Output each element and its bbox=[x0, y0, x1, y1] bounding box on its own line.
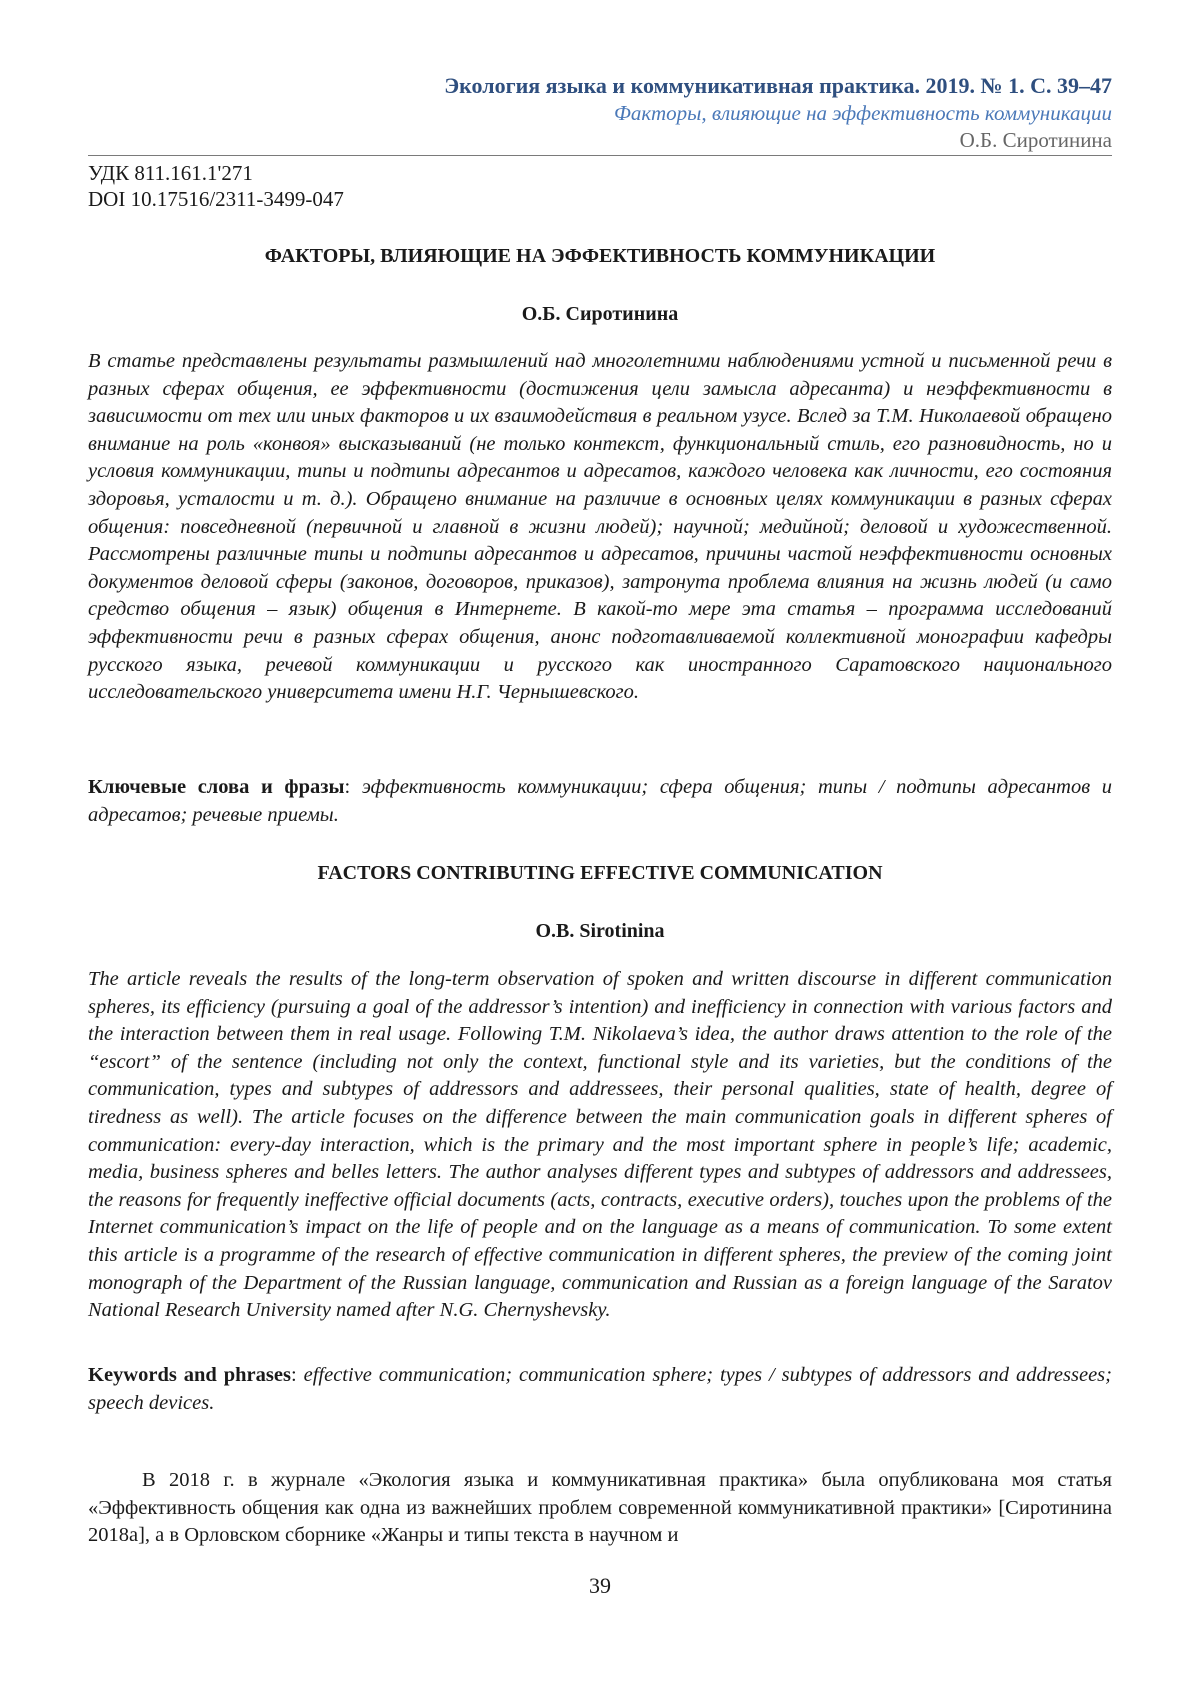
page-number: 39 bbox=[589, 1573, 611, 1598]
ru-keywords: Ключевые слова и фразы: эффективность коммуникации; сфера общения; типы / подтипы адресантов и адресатов; речевые приемы. bbox=[88, 776, 1112, 826]
running-head bbox=[444, 72, 1112, 154]
udc-code: УДК 811.161.1'271 bbox=[88, 161, 253, 185]
ru-title: ФАКТОРЫ, ВЛИЯЮЩИЕ НА ЭФФЕКТИВНОСТЬ КОММУНИКАЦИИ bbox=[264, 245, 936, 267]
en-abstract: The article reveals the results of the long-term observation of spoken and written discourse in different communication spheres, its efficiency (pursuing a goal of the addressor’s intention) and inefficiency in connection with various factors and the interaction between them in real usage. Following T.M. Nikolaeva’s idea, the author draws attention to the role of the “escort” of the sentence (including not only the context, functional style and its varieties, but the conditions of the communication, types and subtypes of addressors and addressees, their personal qualities, state of health, degree of tiredness as well). The article focuses on the difference between the main communication goals in different spheres of communication: every-day interaction, which is the primary and the most important sphere in people’s life; academic, media, business spheres and belles letters. The author analyses different types and subtypes of addressors and addressees, the reasons for frequently ineffective official documents (acts, contracts, executive orders), touches upon the problems of the Internet communication’s impact on the life of people and on the language as a means of communication. To some extent this article is a programme of the research of effective communication in different spheres, the preview of the coming joint monograph of the Department of the Russian language, communication and Russian as a foreign language of the Saratov National Research University named after N.G. Chernyshevsky. bbox=[88, 968, 1112, 1322]
en-author: O.B. Sirotinina bbox=[535, 920, 665, 942]
en-keywords: Keywords and phrases: effective communication; communication sphere; types / subtypes of addressors and addressees; speech devices. bbox=[88, 1364, 1112, 1414]
article-meta bbox=[88, 160, 344, 212]
ru-keywords-text: эффективность коммуникации; сфера общения; типы / подтипы адресантов и адресатов; речевые приемы. bbox=[88, 776, 1112, 826]
en-title: FACTORS CONTRIBUTING EFFECTIVE COMMUNICATION bbox=[317, 862, 883, 884]
ru-keywords-label: Ключевые слова и фразы bbox=[88, 776, 345, 798]
running-head-author: О.Б. Сиротинина bbox=[959, 128, 1112, 152]
doi: DOI 10.17516/2311-3499-047 bbox=[88, 187, 344, 211]
running-head-journal: Экология языка и коммуникативная практика. 2019. № 1. С. 39–47 bbox=[444, 73, 1112, 98]
running-head-article-title: Факторы, влияющие на эффективность коммуникации bbox=[614, 101, 1112, 125]
body-paragraph: В 2018 г. в журнале «Экология языка и коммуникативная практика» была опубликована моя статья «Эффективность общения как одна из важнейших проблем современной коммуникативной практики» [Сиротинина 2018а], а в Орловском сборнике «Жанры и типы текста в научном и bbox=[88, 1469, 1112, 1547]
ru-author: О.Б. Сиротинина bbox=[521, 303, 679, 325]
ru-abstract: В статье представлены результаты размышлений над многолетними наблюдениями устной и письменной речи в разных сферах общения, ее эффективности (достижения цели замысла адресанта) и неэффективности в зависимости от тех или иных факторов и их взаимодействия в реальном узусе. Вслед за Т.М. Николаевой обращено внимание на роль «конвоя» высказываний (не только контекст, функциональный стиль, его разновидность, но и условия коммуникации, типы и подтипы адресантов и адресатов, каждого человека как личности, его состояния здоровья, усталости и т. д.). Обращено внимание на различие в основных целях коммуникации в разных сферах общения: повседневной (первичной и главной в жизни людей); научной; медийной; деловой и художественной. Рассмотрены различные типы и подтипы адресантов и адресатов, причины частой неэффективности основных документов деловой сферы (законов, договоров, приказов), затронута проблема влияния на жизнь людей (и само средство общения – язык) общения в Интернете. В какой-то мере эта статья – программа исследований эффективности речи в разных сферах общения, анонс подготавливаемой коллективной монографии кафедры русского языка, речевой коммуникации и русского как иностранного Саратовского национального исследовательского университета имени Н.Г. Чернышевского. bbox=[88, 350, 1112, 704]
en-keywords-text: effective communication; communication sphere; types / subtypes of addressors and addressees; speech devices. bbox=[88, 1364, 1112, 1414]
en-keywords-label: Keywords and phrases bbox=[88, 1364, 291, 1386]
header-divider bbox=[88, 155, 1112, 156]
